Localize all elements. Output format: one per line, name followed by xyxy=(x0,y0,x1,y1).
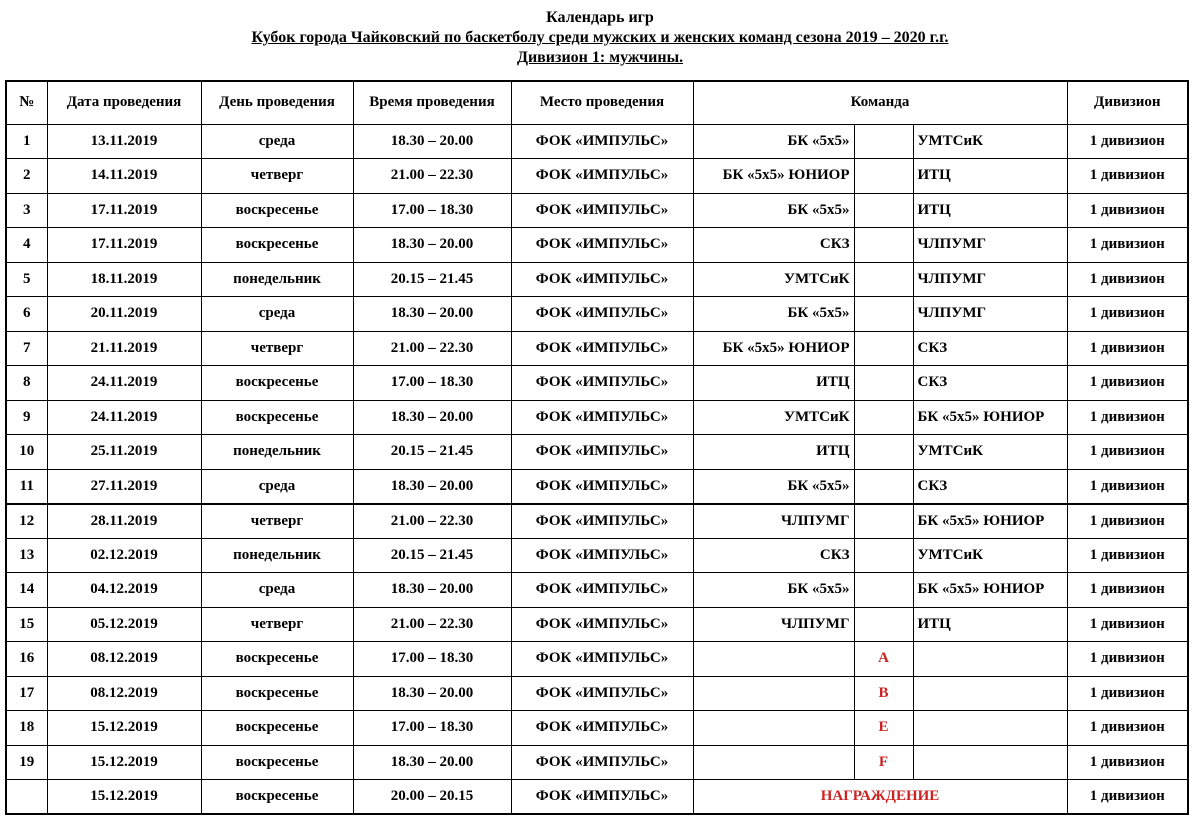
header-team: Команда xyxy=(693,81,1067,124)
team-away: БК «5x5» ЮНИОР xyxy=(913,573,1067,608)
game-place: ФОК «ИМПУЛЬС» xyxy=(511,504,693,539)
table-row xyxy=(6,435,1188,470)
division-label: 1 дивизион xyxy=(1067,228,1188,263)
game-place: ФОК «ИМПУЛЬС» xyxy=(511,711,693,746)
game-day: воскресенье xyxy=(201,711,353,746)
game-time: 18.30 – 20.00 xyxy=(353,228,511,263)
row-number: 17 xyxy=(6,676,47,711)
game-place: ФОК «ИМПУЛЬС» xyxy=(511,193,693,228)
row-number: 13 xyxy=(6,538,47,573)
table-row xyxy=(6,504,1188,539)
title-line-3: Дивизион 1: мужчины. xyxy=(516,49,684,66)
row-number: 10 xyxy=(6,435,47,470)
game-day: понедельник xyxy=(201,262,353,297)
team-away: ИТЦ xyxy=(913,193,1067,228)
team-home xyxy=(693,642,854,677)
team-away: УМТСиК xyxy=(913,124,1067,159)
game-date: 24.11.2019 xyxy=(47,366,201,401)
game-time: 17.00 – 18.30 xyxy=(353,711,511,746)
playoff-letter xyxy=(854,262,913,297)
team-home: БК «5x5» xyxy=(693,573,854,608)
table-row xyxy=(6,538,1188,573)
game-place: ФОК «ИМПУЛЬС» xyxy=(511,124,693,159)
game-day: воскресенье xyxy=(201,400,353,435)
row-number: 3 xyxy=(6,193,47,228)
game-time: 21.00 – 22.30 xyxy=(353,607,511,642)
playoff-letter xyxy=(854,573,913,608)
team-away: СКЗ xyxy=(913,331,1067,366)
playoff-letter xyxy=(854,469,913,504)
header-num: № xyxy=(6,81,47,124)
playoff-letter xyxy=(854,124,913,159)
team-home: ЧЛПУМГ xyxy=(693,504,854,539)
division-label: 1 дивизион xyxy=(1067,573,1188,608)
game-date: 27.11.2019 xyxy=(47,469,201,504)
team-away xyxy=(913,642,1067,677)
table-row xyxy=(6,711,1188,746)
table-row xyxy=(6,676,1188,711)
header-place: Место проведения xyxy=(511,81,693,124)
game-date: 18.11.2019 xyxy=(47,262,201,297)
game-place: ФОК «ИМПУЛЬС» xyxy=(511,297,693,332)
division-label: 1 дивизион xyxy=(1067,504,1188,539)
game-place: ФОК «ИМПУЛЬС» xyxy=(511,642,693,677)
game-time: 20.15 – 21.45 xyxy=(353,538,511,573)
game-day: воскресенье xyxy=(201,676,353,711)
team-home xyxy=(693,711,854,746)
game-day: воскресенье xyxy=(201,228,353,263)
playoff-letter xyxy=(854,607,913,642)
game-time: 18.30 – 20.00 xyxy=(353,745,511,780)
game-place: ФОК «ИМПУЛЬС» xyxy=(511,538,693,573)
playoff-letter xyxy=(854,297,913,332)
game-day: воскресенье xyxy=(201,745,353,780)
team-home xyxy=(693,745,854,780)
game-day: четверг xyxy=(201,607,353,642)
table-row xyxy=(6,745,1188,780)
team-home: УМТСиК xyxy=(693,262,854,297)
team-home: УМТСиК xyxy=(693,400,854,435)
game-date: 08.12.2019 xyxy=(47,642,201,677)
title-line-2: Кубок города Чайковский по баскетболу среди мужских и женских команд сезона 2019 – 2020 г.г. xyxy=(251,29,949,46)
row-number: 1 xyxy=(6,124,47,159)
game-day: среда xyxy=(201,573,353,608)
row-number: 19 xyxy=(6,745,47,780)
table-row xyxy=(6,331,1188,366)
game-date: 24.11.2019 xyxy=(47,400,201,435)
playoff-letter: B xyxy=(854,676,913,711)
division-label: 1 дивизион xyxy=(1067,469,1188,504)
division-label: 1 дивизион xyxy=(1067,262,1188,297)
division-label: 1 дивизион xyxy=(1067,331,1188,366)
playoff-letter xyxy=(854,193,913,228)
header-date: Дата проведения xyxy=(47,81,201,124)
division-label: 1 дивизион xyxy=(1067,607,1188,642)
division-label: 1 дивизион xyxy=(1067,159,1188,194)
team-away: СКЗ xyxy=(913,469,1067,504)
team-home: БК «5x5» ЮНИОР xyxy=(693,331,854,366)
team-home xyxy=(693,676,854,711)
game-day: воскресенье xyxy=(201,642,353,677)
row-number: 8 xyxy=(6,366,47,401)
game-date: 17.11.2019 xyxy=(47,228,201,263)
row-number: 15 xyxy=(6,607,47,642)
game-date: 28.11.2019 xyxy=(47,504,201,539)
row-number: 4 xyxy=(6,228,47,263)
playoff-letter: A xyxy=(854,642,913,677)
team-away: ЧЛПУМГ xyxy=(913,262,1067,297)
table-row xyxy=(6,193,1188,228)
team-home: СКЗ xyxy=(693,538,854,573)
game-place: ФОК «ИМПУЛЬС» xyxy=(511,469,693,504)
game-time: 18.30 – 20.00 xyxy=(353,400,511,435)
game-date: 02.12.2019 xyxy=(47,538,201,573)
team-home: БК «5x5» xyxy=(693,469,854,504)
team-away xyxy=(913,711,1067,746)
game-day: среда xyxy=(201,469,353,504)
game-place: ФОК «ИМПУЛЬС» xyxy=(511,262,693,297)
division-label: 1 дивизион xyxy=(1067,745,1188,780)
playoff-letter xyxy=(854,538,913,573)
game-date: 15.12.2019 xyxy=(47,780,201,815)
table-row xyxy=(6,124,1188,159)
game-place: ФОК «ИМПУЛЬС» xyxy=(511,435,693,470)
playoff-letter xyxy=(854,331,913,366)
game-time: 18.30 – 20.00 xyxy=(353,297,511,332)
game-place: ФОК «ИМПУЛЬС» xyxy=(511,607,693,642)
row-number: 16 xyxy=(6,642,47,677)
games-schedule-table xyxy=(5,80,1189,815)
division-label: 1 дивизион xyxy=(1067,435,1188,470)
team-away: ИТЦ xyxy=(913,607,1067,642)
team-home: БК «5x5» ЮНИОР xyxy=(693,159,854,194)
game-date: 15.12.2019 xyxy=(47,711,201,746)
game-day: понедельник xyxy=(201,435,353,470)
game-day: понедельник xyxy=(201,538,353,573)
table-row xyxy=(6,780,1188,815)
row-number: 11 xyxy=(6,469,47,504)
game-day: воскресенье xyxy=(201,193,353,228)
game-place: ФОК «ИМПУЛЬС» xyxy=(511,780,693,815)
game-date: 08.12.2019 xyxy=(47,676,201,711)
row-number: 6 xyxy=(6,297,47,332)
game-place: ФОК «ИМПУЛЬС» xyxy=(511,366,693,401)
game-day: четверг xyxy=(201,504,353,539)
game-time: 20.15 – 21.45 xyxy=(353,435,511,470)
game-date: 15.12.2019 xyxy=(47,745,201,780)
game-date: 21.11.2019 xyxy=(47,331,201,366)
game-time: 18.30 – 20.00 xyxy=(353,124,511,159)
table-row xyxy=(6,400,1188,435)
award-label: НАГРАЖДЕНИЕ xyxy=(693,780,1067,815)
game-date: 04.12.2019 xyxy=(47,573,201,608)
team-home: БК «5x5» xyxy=(693,297,854,332)
schedule-body xyxy=(6,124,1188,814)
division-label: 1 дивизион xyxy=(1067,366,1188,401)
game-day: воскресенье xyxy=(201,780,353,815)
table-row xyxy=(6,469,1188,504)
game-place: ФОК «ИМПУЛЬС» xyxy=(511,573,693,608)
playoff-letter xyxy=(854,504,913,539)
team-away: ИТЦ xyxy=(913,159,1067,194)
team-away: БК «5x5» ЮНИОР xyxy=(913,400,1067,435)
game-date: 14.11.2019 xyxy=(47,159,201,194)
game-place: ФОК «ИМПУЛЬС» xyxy=(511,159,693,194)
table-row xyxy=(6,607,1188,642)
playoff-letter xyxy=(854,159,913,194)
playoff-letter: F xyxy=(854,745,913,780)
row-number: 2 xyxy=(6,159,47,194)
row-number: 7 xyxy=(6,331,47,366)
game-day: четверг xyxy=(201,331,353,366)
row-number: 12 xyxy=(6,504,47,539)
game-time: 20.00 – 20.15 xyxy=(353,780,511,815)
playoff-letter xyxy=(854,228,913,263)
team-away: ЧЛПУМГ xyxy=(913,228,1067,263)
game-place: ФОК «ИМПУЛЬС» xyxy=(511,400,693,435)
team-home: СКЗ xyxy=(693,228,854,263)
header-day: День проведения xyxy=(201,81,353,124)
game-date: 05.12.2019 xyxy=(47,607,201,642)
division-label: 1 дивизион xyxy=(1067,124,1188,159)
row-number: 9 xyxy=(6,400,47,435)
game-date: 13.11.2019 xyxy=(47,124,201,159)
game-day: воскресенье xyxy=(201,366,353,401)
game-place: ФОК «ИМПУЛЬС» xyxy=(511,331,693,366)
game-place: ФОК «ИМПУЛЬС» xyxy=(511,676,693,711)
team-home: ИТЦ xyxy=(693,366,854,401)
team-home: ЧЛПУМГ xyxy=(693,607,854,642)
row-number: 14 xyxy=(6,573,47,608)
game-time: 17.00 – 18.30 xyxy=(353,193,511,228)
division-label: 1 дивизион xyxy=(1067,780,1188,815)
table-row xyxy=(6,573,1188,608)
playoff-letter xyxy=(854,435,913,470)
table-row xyxy=(6,366,1188,401)
team-away: ЧЛПУМГ xyxy=(913,297,1067,332)
game-date: 17.11.2019 xyxy=(47,193,201,228)
division-label: 1 дивизион xyxy=(1067,400,1188,435)
division-label: 1 дивизион xyxy=(1067,676,1188,711)
game-time: 20.15 – 21.45 xyxy=(353,262,511,297)
row-number: 18 xyxy=(6,711,47,746)
game-time: 18.30 – 20.00 xyxy=(353,676,511,711)
game-time: 17.00 – 18.30 xyxy=(353,642,511,677)
table-row xyxy=(6,262,1188,297)
team-away: УМТСиК xyxy=(913,538,1067,573)
table-row xyxy=(6,642,1188,677)
game-day: среда xyxy=(201,124,353,159)
header-time: Время проведения xyxy=(353,81,511,124)
table-row xyxy=(6,159,1188,194)
game-time: 18.30 – 20.00 xyxy=(353,573,511,608)
playoff-letter xyxy=(854,366,913,401)
game-time: 21.00 – 22.30 xyxy=(353,159,511,194)
team-away xyxy=(913,676,1067,711)
game-place: ФОК «ИМПУЛЬС» xyxy=(511,745,693,780)
playoff-letter: E xyxy=(854,711,913,746)
document-title xyxy=(0,0,1200,68)
game-day: среда xyxy=(201,297,353,332)
game-time: 21.00 – 22.30 xyxy=(353,331,511,366)
title-line-1: Календарь игр xyxy=(546,9,654,26)
team-home: ИТЦ xyxy=(693,435,854,470)
game-time: 21.00 – 22.30 xyxy=(353,504,511,539)
row-number: 5 xyxy=(6,262,47,297)
playoff-letter xyxy=(854,400,913,435)
division-label: 1 дивизион xyxy=(1067,642,1188,677)
team-away: УМТСиК xyxy=(913,435,1067,470)
team-away: БК «5x5» ЮНИОР xyxy=(913,504,1067,539)
game-day: четверг xyxy=(201,159,353,194)
table-row xyxy=(6,228,1188,263)
division-label: 1 дивизион xyxy=(1067,193,1188,228)
row-number xyxy=(6,780,47,815)
team-away xyxy=(913,745,1067,780)
game-date: 20.11.2019 xyxy=(47,297,201,332)
team-away: СКЗ xyxy=(913,366,1067,401)
game-place: ФОК «ИМПУЛЬС» xyxy=(511,228,693,263)
table-row xyxy=(6,297,1188,332)
game-time: 17.00 – 18.30 xyxy=(353,366,511,401)
header-row xyxy=(6,81,1188,124)
team-home: БК «5x5» xyxy=(693,193,854,228)
team-home: БК «5x5» xyxy=(693,124,854,159)
game-date: 25.11.2019 xyxy=(47,435,201,470)
header-division: Дивизион xyxy=(1067,81,1188,124)
division-label: 1 дивизион xyxy=(1067,538,1188,573)
division-label: 1 дивизион xyxy=(1067,297,1188,332)
division-label: 1 дивизион xyxy=(1067,711,1188,746)
game-time: 18.30 – 20.00 xyxy=(353,469,511,504)
